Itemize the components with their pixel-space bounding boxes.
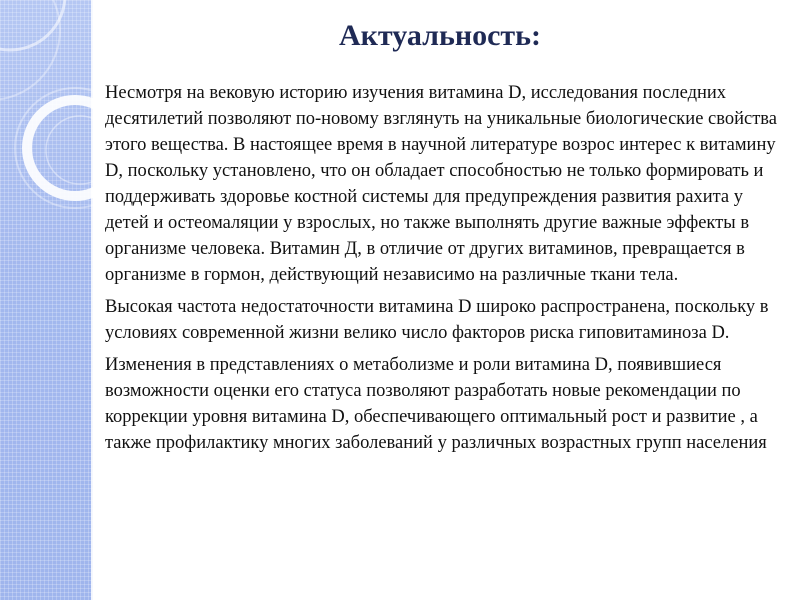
body-paragraph-3: Изменения в представлениях о метаболизме и роли витамина D, появившиеся возможности оценки его статуса позволяют разработать новые рекомендации по коррекции уровня витамина D, обеспечивающего оптимальный рост и развитие , а также профилактику многих заболеваний у различных возрастных групп населения xyxy=(105,355,767,453)
decorative-sidebar xyxy=(0,0,93,600)
decorative-rings-graphic xyxy=(0,0,93,260)
sidebar-divider xyxy=(91,0,93,600)
slide-title: Актуальность: xyxy=(338,19,542,52)
body-paragraph-1: Несмотря на вековую историю изучения витамина D, исследования последних десятилетий позволяют по-новому взглянуть на уникальные биологические свойства этого вещества. В настоящее время в научной литературе возрос интерес к витамину D, поскольку установлено, что он обладает способностью не только формировать и поддерживать здоровье костной системы для предупреждения развития рахита у детей и остеомаляции у взрослых, но также выполнять другие важные эффекты в организме человека. Витамин Д, в отличие от других витаминов, превращается в организме в гормон, действующий независимо на различные ткани тела. xyxy=(105,83,777,285)
body-paragraph-2: Высокая частота недостаточности витамина D широко распространена, поскольку в условиях современной жизни велико число факторов риска гиповитаминоза D. xyxy=(105,297,769,343)
slide-body xyxy=(105,80,790,462)
